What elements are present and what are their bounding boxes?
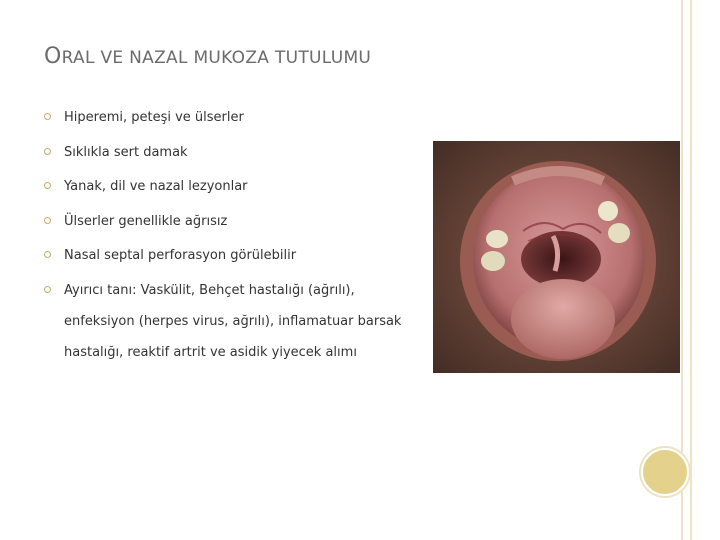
bullet-item [44,210,416,233]
decorative-border-line [690,0,692,540]
bullet-item [44,106,416,129]
bullet-circle-icon [44,182,51,189]
bullet-text: Ülserler genellikle ağrısız [64,213,228,229]
bullet-item [44,175,416,198]
bullet-item [44,244,416,267]
bullet-list [44,106,416,368]
mouth-illustration [433,141,680,373]
bullet-circle-icon [44,251,51,258]
bullet-text: Sıklıkla sert damak [64,144,188,160]
decorative-circle [641,448,689,496]
bullet-text: Yanak, dil ve nazal lezyonlar [64,179,248,194]
bullet-text: Nasal septal perforasyon görülebilir [64,248,297,263]
bullet-circle-icon [44,148,51,155]
bullet-circle-icon [44,286,51,293]
bullet-item [44,275,416,368]
bullet-item [44,141,416,164]
open-mouth-photo [433,141,680,373]
bullet-text: Hiperemi, peteşi ve ülserler [64,110,244,125]
title-first-word-rest: RAL [61,48,95,68]
bullet-circle-icon [44,113,51,120]
title-rest: VE NAZAL MUKOZA TUTULUMU [100,48,372,68]
bullet-text: Ayırıcı tanı: Vaskülit, Behçet hastalığı (ağrılı), enfeksiyon (herpes virus, ağrılı), inflamatuar barsak hastalığı, reaktif artrit ve asidik yiyecek alımı [64,282,402,360]
bullet-circle-icon [44,217,51,224]
title-initial: O [44,44,62,69]
slide-title [44,44,371,69]
